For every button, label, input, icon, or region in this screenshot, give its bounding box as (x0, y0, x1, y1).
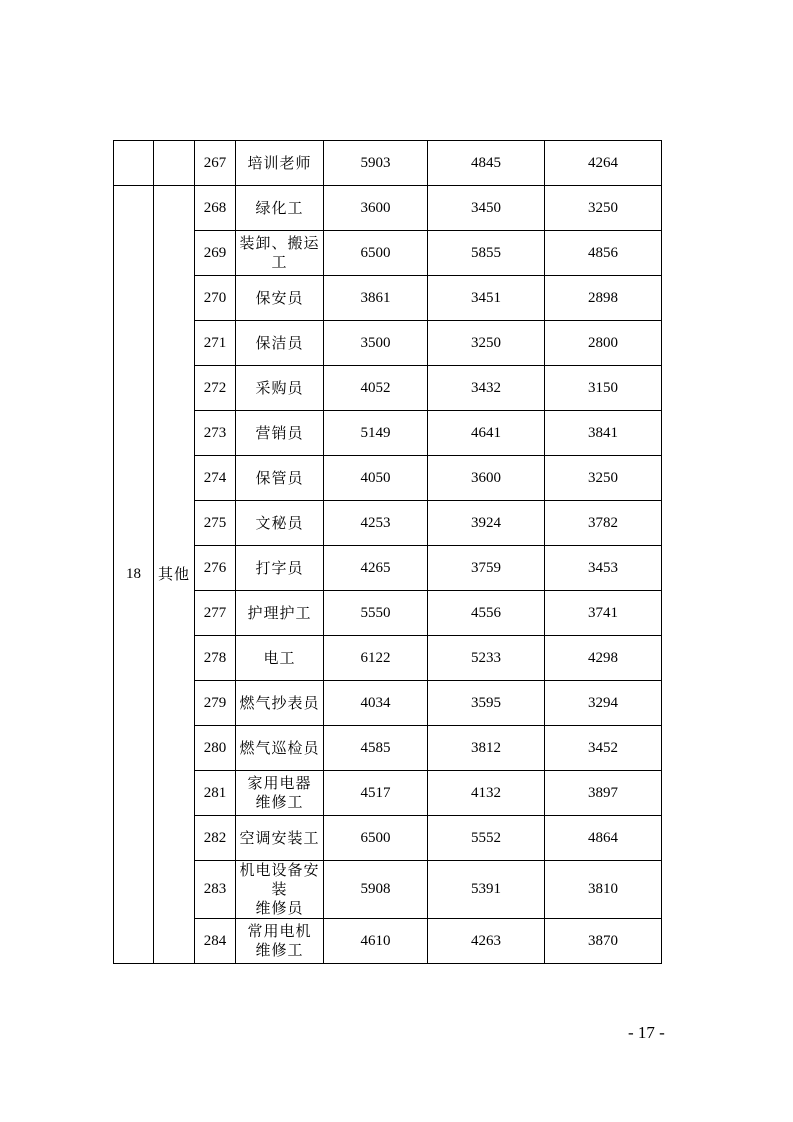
wage-value-cell: 3595 (428, 681, 545, 726)
job-title-cell: 保安员 (236, 276, 324, 321)
seq-cell: 282 (195, 816, 236, 861)
job-title-cell: 燃气巡检员 (236, 726, 324, 771)
wage-value-cell: 5908 (324, 861, 428, 919)
wage-value-cell: 4517 (324, 771, 428, 816)
wage-value-cell: 3453 (545, 546, 662, 591)
wage-value-cell: 3861 (324, 276, 428, 321)
wage-value-cell: 3600 (324, 186, 428, 231)
seq-cell: 275 (195, 501, 236, 546)
wage-value-cell: 3759 (428, 546, 545, 591)
seq-cell: 277 (195, 591, 236, 636)
wage-value-cell: 3924 (428, 501, 545, 546)
table-row (114, 321, 662, 366)
wage-value-cell: 5149 (324, 411, 428, 456)
wage-value-cell: 4264 (545, 141, 662, 186)
job-title-cell: 培训老师 (236, 141, 324, 186)
wage-value-cell: 6500 (324, 816, 428, 861)
wage-value-cell: 5233 (428, 636, 545, 681)
seq-cell: 280 (195, 726, 236, 771)
wage-value-cell: 6500 (324, 231, 428, 276)
seq-cell: 276 (195, 546, 236, 591)
wage-value-cell: 4050 (324, 456, 428, 501)
wage-value-cell: 3870 (545, 919, 662, 964)
seq-cell: 267 (195, 141, 236, 186)
wage-value-cell: 4265 (324, 546, 428, 591)
wage-value-cell: 5391 (428, 861, 545, 919)
wage-value-cell: 4856 (545, 231, 662, 276)
table-row (114, 366, 662, 411)
seq-cell: 279 (195, 681, 236, 726)
wage-value-cell: 3600 (428, 456, 545, 501)
wage-value-cell: 5550 (324, 591, 428, 636)
table-row (114, 816, 662, 861)
table-row (114, 456, 662, 501)
seq-cell: 273 (195, 411, 236, 456)
wage-value-cell: 4034 (324, 681, 428, 726)
wage-value-cell: 3741 (545, 591, 662, 636)
wage-value-cell: 3810 (545, 861, 662, 919)
wage-table (113, 140, 662, 964)
wage-value-cell: 4845 (428, 141, 545, 186)
seq-cell: 270 (195, 276, 236, 321)
job-title-cell: 绿化工 (236, 186, 324, 231)
job-title-cell: 采购员 (236, 366, 324, 411)
wage-value-cell: 4556 (428, 591, 545, 636)
job-title-cell: 保洁员 (236, 321, 324, 366)
wage-value-cell: 4263 (428, 919, 545, 964)
group-number-cell (114, 141, 154, 186)
wage-value-cell: 4132 (428, 771, 545, 816)
table-row (114, 861, 662, 919)
wage-value-cell: 5552 (428, 816, 545, 861)
wage-value-cell: 2898 (545, 276, 662, 321)
wage-value-cell: 4298 (545, 636, 662, 681)
table-row (114, 919, 662, 964)
wage-value-cell: 4864 (545, 816, 662, 861)
category-cell: 其他 (154, 186, 195, 964)
wage-value-cell: 4052 (324, 366, 428, 411)
wage-value-cell: 3452 (545, 726, 662, 771)
job-title-cell: 空调安装工 (236, 816, 324, 861)
wage-value-cell: 2800 (545, 321, 662, 366)
seq-cell: 272 (195, 366, 236, 411)
table-row (114, 141, 662, 186)
seq-cell: 278 (195, 636, 236, 681)
wage-value-cell: 3500 (324, 321, 428, 366)
table-row (114, 726, 662, 771)
wage-value-cell: 3250 (428, 321, 545, 366)
job-title-cell: 常用电机 维修工 (236, 919, 324, 964)
job-title-cell: 家用电器 维修工 (236, 771, 324, 816)
seq-cell: 269 (195, 231, 236, 276)
wage-value-cell: 3432 (428, 366, 545, 411)
table-row (114, 411, 662, 456)
table-row (114, 771, 662, 816)
wage-value-cell: 3250 (545, 186, 662, 231)
seq-cell: 274 (195, 456, 236, 501)
category-cell (154, 141, 195, 186)
wage-value-cell: 3897 (545, 771, 662, 816)
table-row (114, 591, 662, 636)
job-title-cell: 电工 (236, 636, 324, 681)
wage-value-cell: 4585 (324, 726, 428, 771)
wage-value-cell: 6122 (324, 636, 428, 681)
table-row (114, 681, 662, 726)
seq-cell: 271 (195, 321, 236, 366)
job-title-cell: 打字员 (236, 546, 324, 591)
table-row (114, 501, 662, 546)
table-row (114, 276, 662, 321)
job-title-cell: 营销员 (236, 411, 324, 456)
table-row (114, 636, 662, 681)
wage-value-cell: 5903 (324, 141, 428, 186)
group-number-cell: 18 (114, 186, 154, 964)
wage-value-cell: 3150 (545, 366, 662, 411)
wage-value-cell: 3841 (545, 411, 662, 456)
job-title-cell: 保管员 (236, 456, 324, 501)
seq-cell: 268 (195, 186, 236, 231)
seq-cell: 283 (195, 861, 236, 919)
wage-value-cell: 3812 (428, 726, 545, 771)
seq-cell: 281 (195, 771, 236, 816)
wage-value-cell: 3294 (545, 681, 662, 726)
wage-value-cell: 3782 (545, 501, 662, 546)
job-title-cell: 燃气抄表员 (236, 681, 324, 726)
wage-value-cell: 3451 (428, 276, 545, 321)
job-title-cell: 文秘员 (236, 501, 324, 546)
wage-value-cell: 4610 (324, 919, 428, 964)
table-row (114, 231, 662, 276)
job-title-cell: 机电设备安装 维修员 (236, 861, 324, 919)
job-title-cell: 装卸、搬运工 (236, 231, 324, 276)
table-row (114, 546, 662, 591)
wage-value-cell: 5855 (428, 231, 545, 276)
page-number: - 17 - (628, 1023, 665, 1042)
wage-value-cell: 3250 (545, 456, 662, 501)
seq-cell: 284 (195, 919, 236, 964)
table-row (114, 186, 662, 231)
wage-value-cell: 3450 (428, 186, 545, 231)
wage-value-cell: 4253 (324, 501, 428, 546)
job-title-cell: 护理护工 (236, 591, 324, 636)
wage-value-cell: 4641 (428, 411, 545, 456)
